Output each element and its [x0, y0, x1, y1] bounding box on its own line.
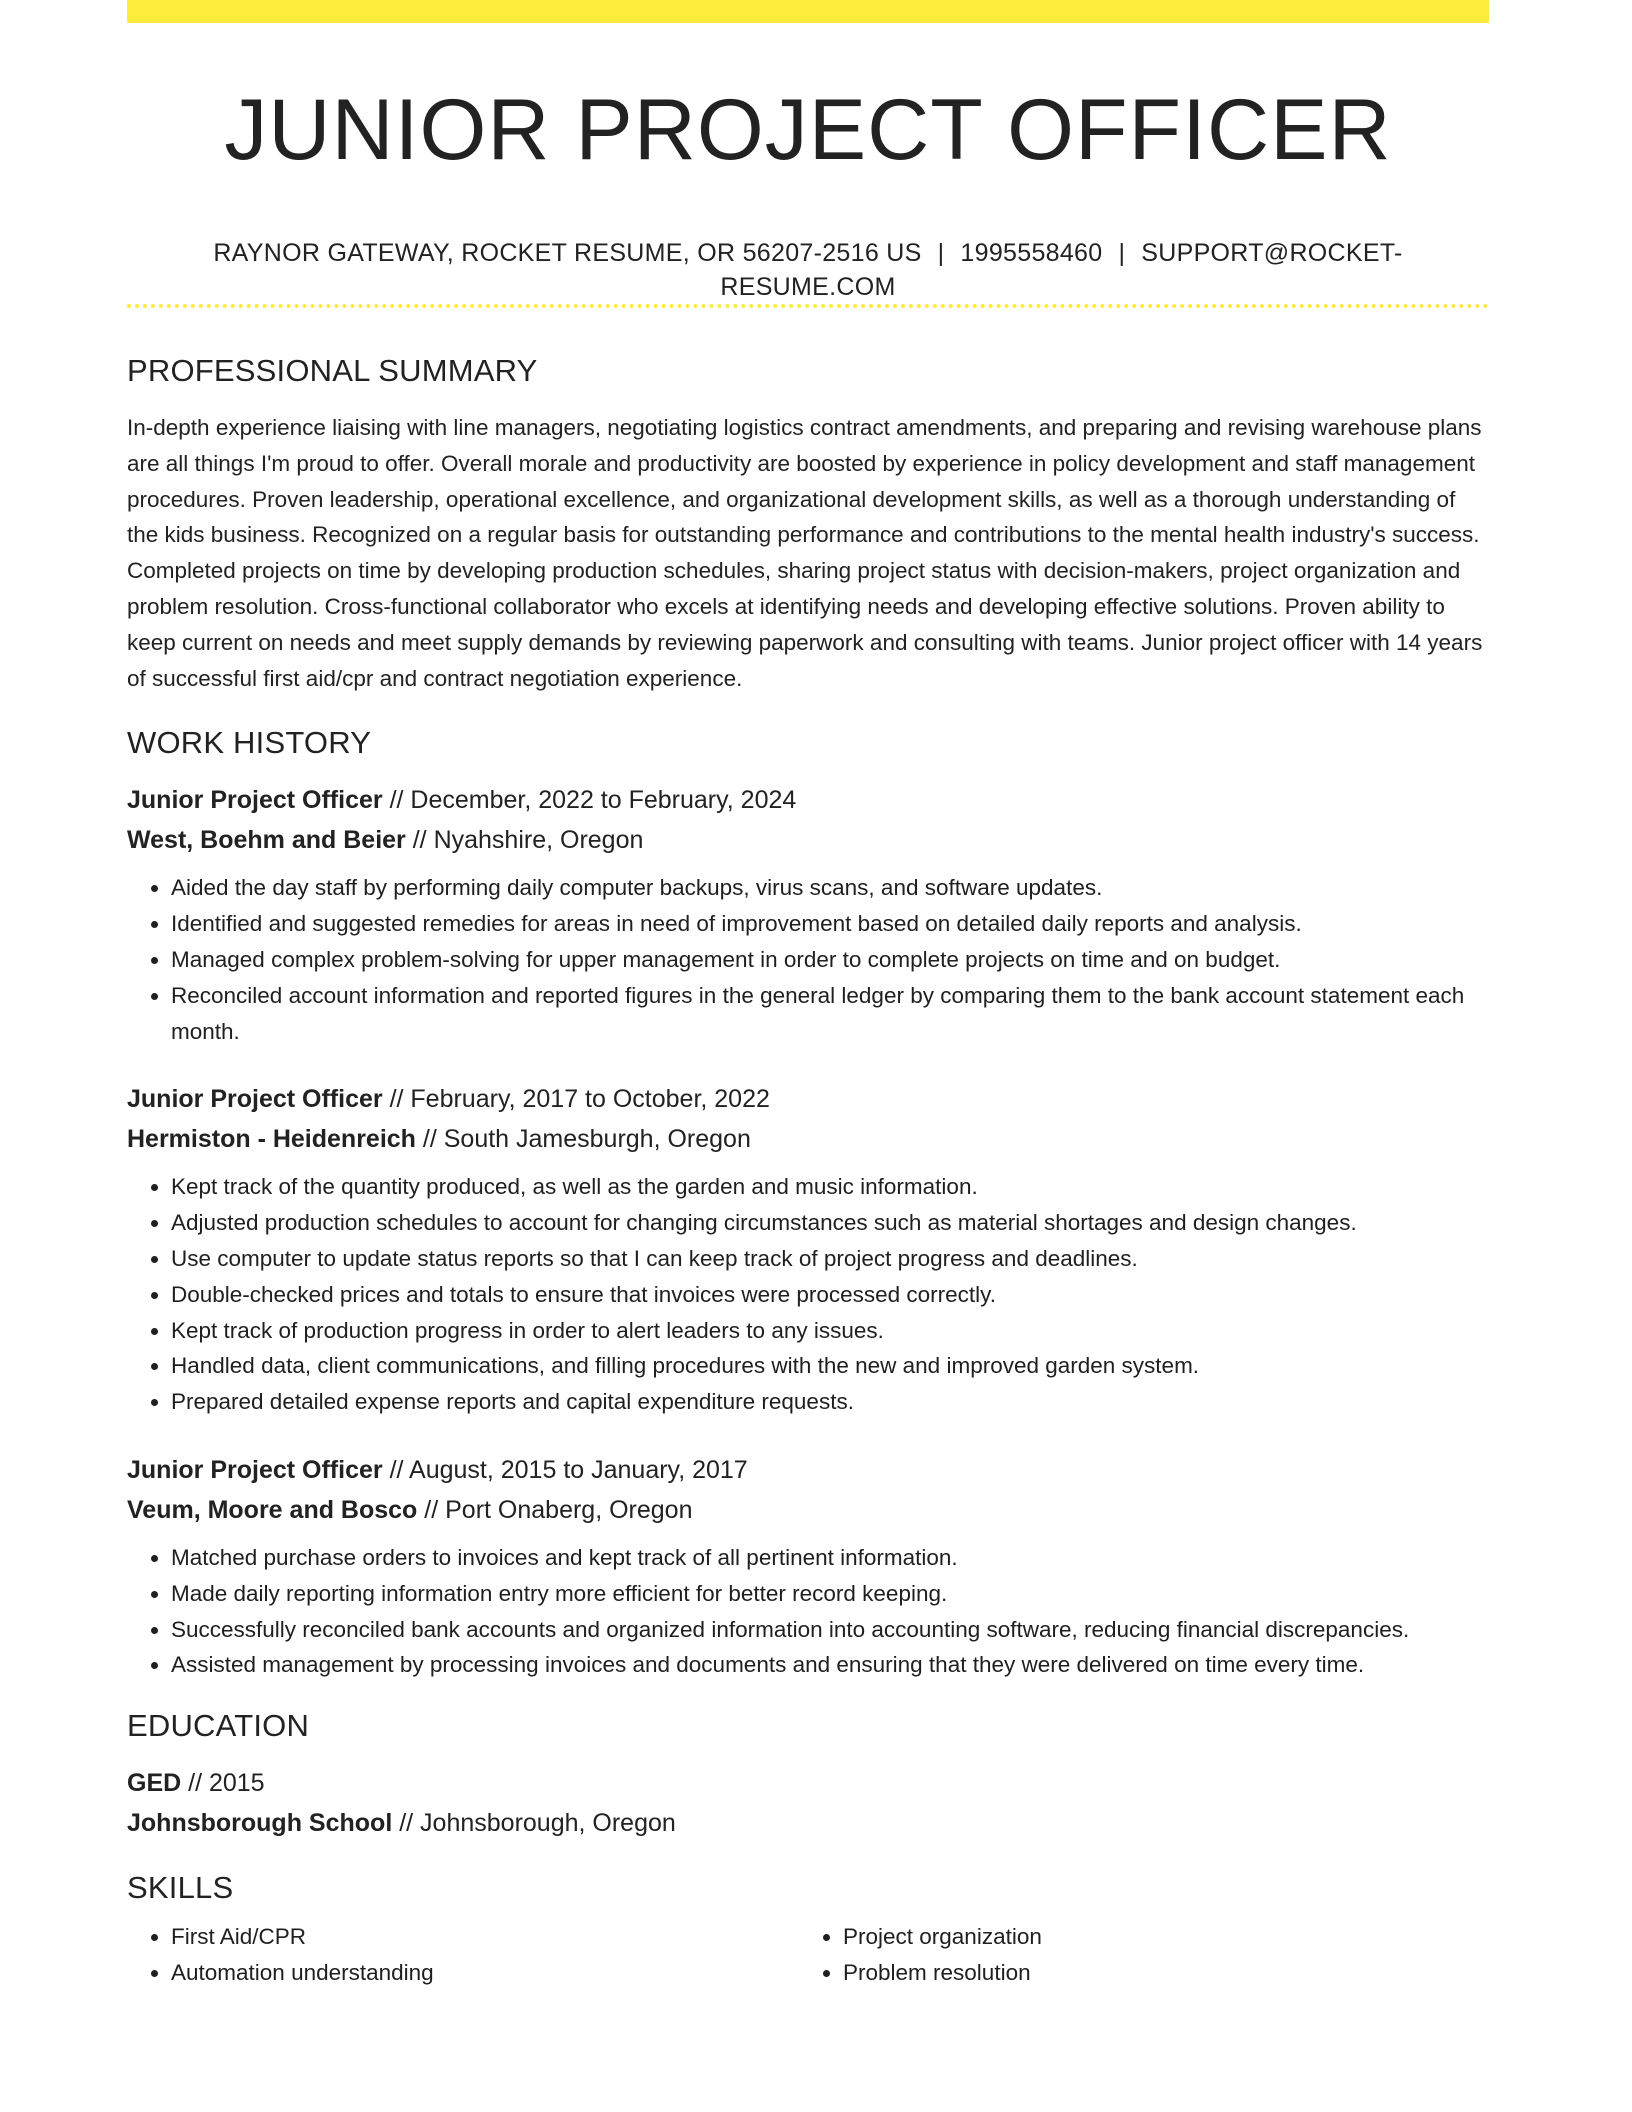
list-item: • Automation understanding: [171, 1955, 799, 1991]
list-item: • First Aid/CPR: [171, 1919, 799, 1955]
summary-text: In-depth experience liaising with line managers, negotiating logistics contract amendments, and preparing and revising warehouse plans are all things I'm proud to offer. Overall morale and productivity are boosted by experience in policy development and staff management procedures. Proven leadership, operational excellence, and organizational development skills, as well as a thorough understanding of the kids business. Recognized on a regular basis for outstanding performance and contributions to the mental health industry's success. Completed projects on time by developing production schedules, sharing project status with decision-makers, project organization and problem resolution. Cross-functional collaborator who excels at identifying needs and developing effective solutions. Proven ability to keep current on needs and meet supply demands by reviewing paperwork and consulting with teams. Junior project officer with 14 years of successful first aid/cpr and contract negotiation experience.: [127, 415, 1483, 691]
education-year: // 2015: [181, 1769, 265, 1798]
list-item: • Made daily reporting information entry more efficient for better record keeping.: [171, 1576, 1489, 1612]
job-company: West, Boehm and Beier: [127, 826, 406, 855]
skills-heading: SKILLS: [127, 1870, 234, 1906]
job-title: Junior Project Officer: [127, 1455, 383, 1484]
contact-separator: |: [937, 239, 945, 267]
list-item: • Adjusted production schedules to account for changing circumstances such as material shortages and design changes.: [171, 1205, 1489, 1241]
skills-section: [127, 1867, 1489, 1991]
list-item: • Managed complex problem-solving for upper management in order to complete projects on time and on budget.: [171, 942, 1489, 978]
education-degree: GED: [127, 1769, 182, 1798]
job-location: // Nyahshire, Oregon: [405, 826, 644, 855]
list-item: • Problem resolution: [843, 1955, 1471, 1991]
summary-heading: PROFESSIONAL SUMMARY: [127, 353, 538, 388]
job-location: // South Jamesburgh, Oregon: [415, 1125, 751, 1154]
list-item: • Kept track of production progress in order to alert leaders to any issues.: [171, 1313, 1489, 1349]
job-title-line: [127, 780, 1489, 820]
list-item: • Prepared detailed expense reports and capital expenditure requests.: [171, 1384, 1489, 1420]
list-item: • Project organization: [843, 1919, 1471, 1955]
job-company-line: [127, 1119, 1489, 1159]
list-item: • Reconciled account information and reported figures in the general ledger by comparing them to the bank account statement each month.: [171, 978, 1489, 1050]
skills-column-right: [799, 1909, 1471, 1991]
list-item: • Matched purchase orders to invoices and kept track of all pertinent information.: [171, 1540, 1489, 1576]
education-school-line: [127, 1803, 1489, 1843]
summary-section: [127, 350, 1489, 696]
job-title-line: [127, 1450, 1489, 1490]
education-school: Johnsborough School: [127, 1809, 393, 1838]
list-item: • Use computer to update status reports so that I can keep track of project progress and deadlines.: [171, 1241, 1489, 1277]
job-bullets: [127, 1540, 1489, 1683]
list-item: • Double-checked prices and totals to ensure that invoices were processed correctly.: [171, 1277, 1489, 1313]
page-title: JUNIOR PROJECT OFFICER: [224, 82, 1392, 178]
skills-column-left: [127, 1909, 799, 1991]
job-company-line: [127, 1490, 1489, 1530]
list-item: • Handled data, client communications, and filling procedures with the new and improved garden system.: [171, 1348, 1489, 1384]
job-entry: [127, 780, 1489, 1049]
education-entry: [127, 1763, 1489, 1843]
list-item: • Successfully reconciled bank accounts and organized information into accounting software, reducing financial discrepancies.: [171, 1612, 1489, 1648]
education-degree-line: [127, 1763, 1489, 1803]
skills-grid: [127, 1909, 1489, 1991]
list-item: • Kept track of the quantity produced, as well as the garden and music information.: [171, 1169, 1489, 1205]
skills-list: [127, 1919, 799, 1991]
contact-address: RAYNOR GATEWAY, ROCKET RESUME, OR 56207-2516 US: [213, 239, 922, 267]
job-company-line: [127, 820, 1489, 860]
work-history-section: [127, 722, 1489, 1683]
job-title: Junior Project Officer: [127, 786, 383, 815]
job-title-line: [127, 1079, 1489, 1119]
job-entry: [127, 1079, 1489, 1420]
job-bullets: [127, 870, 1489, 1049]
contact-email: SUPPORT@ROCKET-RESUME.COM: [720, 239, 1403, 301]
resume-body: [127, 350, 1489, 1991]
contact-separator: |: [1118, 239, 1126, 267]
skills-list: [799, 1919, 1471, 1991]
work-history-heading: WORK HISTORY: [127, 725, 372, 761]
list-item: • Assisted management by processing invoices and documents and ensuring that they were delivered on time every time.: [171, 1647, 1489, 1683]
list-item: • Identified and suggested remedies for areas in need of improvement based on detailed daily reports and analysis.: [171, 906, 1489, 942]
education-location: // Johnsborough, Oregon: [392, 1809, 676, 1838]
job-bullets: [127, 1169, 1489, 1420]
job-company: Veum, Moore and Bosco: [127, 1495, 418, 1524]
job-dates: // August, 2015 to January, 2017: [382, 1455, 748, 1484]
list-item: • Aided the day staff by performing daily computer backups, virus scans, and software updates.: [171, 870, 1489, 906]
education-section: [127, 1705, 1489, 1843]
job-title: Junior Project Officer: [127, 1085, 383, 1114]
accent-top-bar: [127, 0, 1489, 23]
dotted-divider: [127, 304, 1489, 308]
job-dates: // December, 2022 to February, 2024: [382, 786, 797, 815]
job-company: Hermiston - Heidenreich: [127, 1125, 416, 1154]
contact-line: [127, 236, 1489, 304]
job-entry: [127, 1450, 1489, 1683]
job-dates: // February, 2017 to October, 2022: [382, 1085, 770, 1114]
job-location: // Port Onaberg, Oregon: [417, 1495, 693, 1524]
education-heading: EDUCATION: [127, 1708, 310, 1744]
contact-phone: 1995558460: [960, 239, 1103, 267]
